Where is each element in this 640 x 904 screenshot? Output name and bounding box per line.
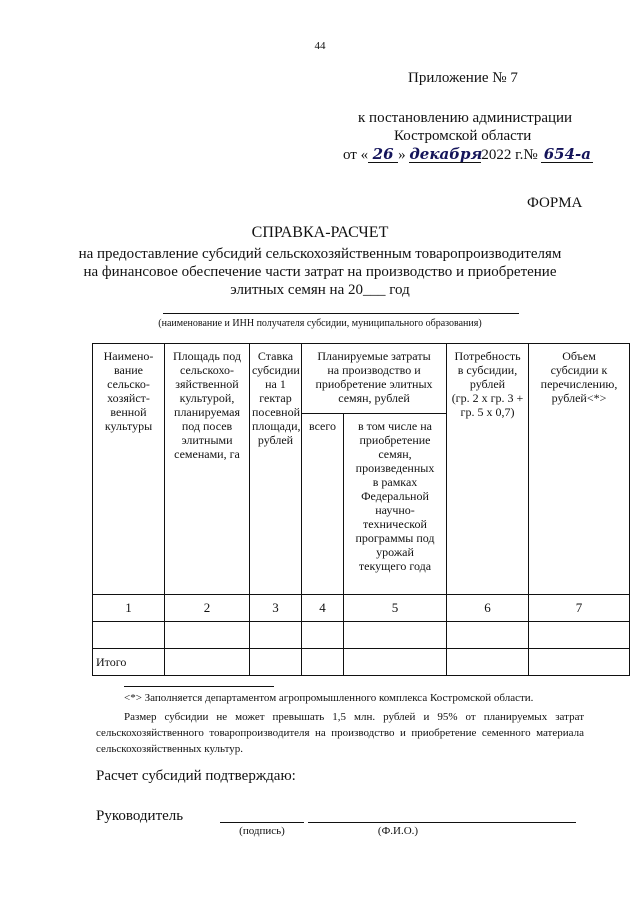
header-rate: Ставка субсидии на 1 гектар посевной площади, рублей (250, 344, 302, 595)
table-cell (250, 649, 302, 676)
title-line-4: элитных семян на 20___ год (230, 282, 410, 298)
table-cell (302, 649, 344, 676)
form-label: ФОРМА (527, 195, 583, 211)
appendix-label: Приложение № 7 (408, 70, 518, 86)
column-number: 4 (302, 595, 344, 622)
header-federal-program-costs: в том числе на приобретение семян, произведенных в рамках Федеральной научно- технической программы под урожай текущего года (344, 414, 447, 595)
signature-line (220, 822, 304, 823)
date-mid: » (398, 147, 406, 163)
header-area: Площадь под сельскохо- зяйственной культурой, планируемая под посев элитными семенами, га (165, 344, 250, 595)
column-number: 5 (344, 595, 447, 622)
decree-line-1: к постановлению администрации (358, 110, 573, 126)
calculation-table (92, 343, 630, 676)
date-month-handwritten: декабря (409, 145, 483, 163)
column-number: 2 (165, 595, 250, 622)
title-line-3: на финансовое обеспечение части затрат на производство и приобретение (83, 264, 557, 280)
header-planned-costs: Планируемые затраты на производство и приобретение элитных семян, рублей (302, 344, 447, 414)
column-number: 6 (447, 595, 529, 622)
table-cell (165, 622, 250, 649)
page-number: 44 (314, 40, 326, 52)
header-crop-name: Наимено- вание сельско- хозяйст- венной культуры (93, 344, 165, 595)
table-cell (250, 622, 302, 649)
recipient-caption: (наименование и ИНН получателя субсидии, муниципального образования) (158, 318, 482, 329)
column-number: 3 (250, 595, 302, 622)
date-prefix: от « (343, 147, 369, 163)
name-line (308, 822, 576, 823)
footnote-2: Размер субсидии не может превышать 1,5 млн. рублей и 95% от планируемых затрат сельскохозяйственного товаропроизводителя на производство и приобретение семенного материала сельскохозяйственных культур. (96, 711, 584, 755)
table-cell (447, 622, 529, 649)
empty-data-row (93, 622, 630, 649)
column-number: 1 (93, 595, 165, 622)
table-cell (529, 622, 630, 649)
table-cell (529, 649, 630, 676)
header-transfer-amount: Объем субсидии к перечислению, рублей<*> (529, 344, 630, 595)
title-line-2: на предоставление субсидий сельскохозяйственным товаропроизводителям (78, 246, 562, 262)
header-total-costs: всего (302, 414, 344, 595)
footnote-rule (124, 686, 274, 687)
footnote-1: <*> Заполняется департаментом агропромышленного комплекса Костромской области. (124, 692, 534, 704)
column-numbers-row (93, 595, 630, 622)
decree-number-handwritten: 654-а (541, 146, 593, 163)
table-cell (165, 649, 250, 676)
head-label: Руководитель (96, 808, 184, 824)
confirmation-text: Расчет субсидий подтверждаю: (96, 768, 296, 784)
name-caption: (Ф.И.О.) (377, 825, 419, 837)
signature-caption: (подпись) (239, 825, 285, 837)
total-row (93, 649, 630, 676)
recipient-field-line (163, 313, 519, 314)
date-year: 2022 г.№ (481, 147, 538, 163)
table-cell (344, 622, 447, 649)
table-cell (344, 649, 447, 676)
document-title: СПРАВКА-РАСЧЕТ (251, 224, 389, 241)
column-number: 7 (529, 595, 630, 622)
table-cell (302, 622, 344, 649)
header-subsidy-need: Потребность в субсидии, рублей (гр. 2 х гр. 3 + гр. 5 х 0,7) (447, 344, 529, 595)
table-cell (447, 649, 529, 676)
date-day-handwritten: 26 (368, 146, 398, 163)
decree-line-2: Костромской области (394, 128, 532, 144)
table-cell (93, 622, 165, 649)
decree-date-line (343, 146, 593, 164)
total-label: Итого (93, 649, 165, 676)
